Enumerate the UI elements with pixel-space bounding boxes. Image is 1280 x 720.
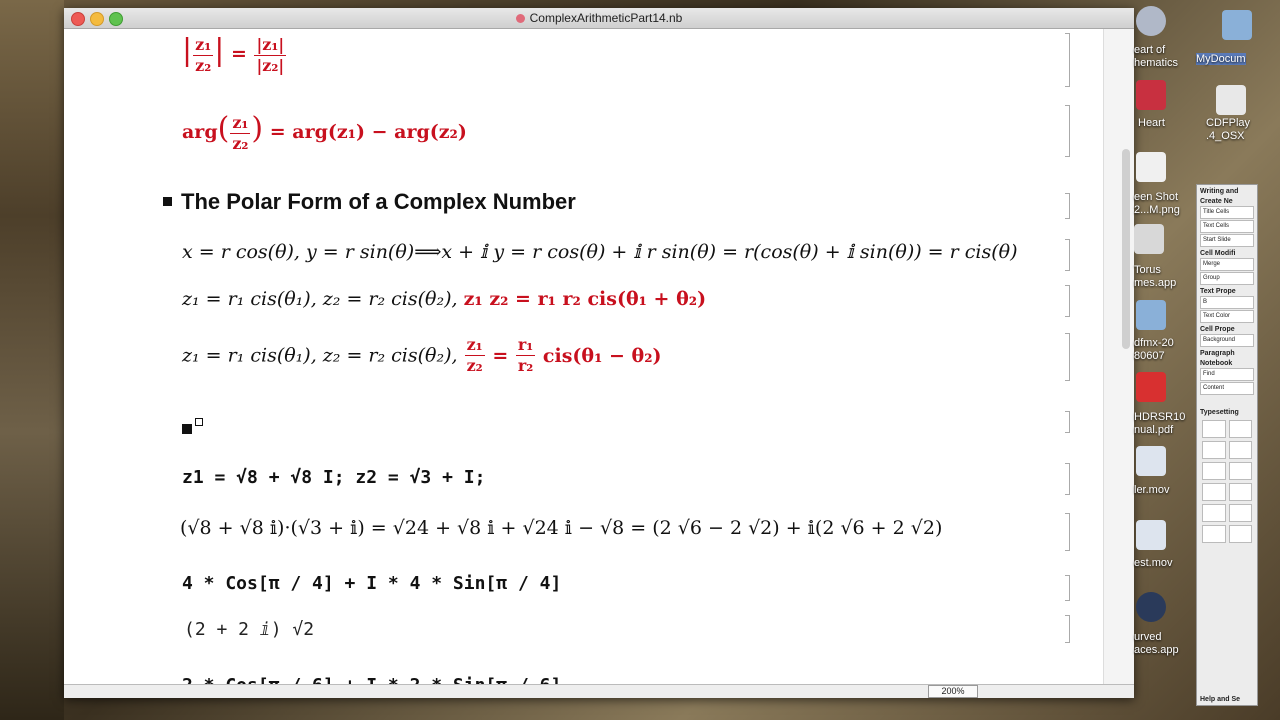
div-den2: r₂	[517, 356, 534, 375]
abs-lhs-num: z₁	[195, 34, 212, 54]
palette-section: Paragraph	[1200, 350, 1235, 357]
writing-assistant-palette	[1196, 184, 1258, 706]
png-file-icon[interactable]	[1136, 152, 1166, 182]
polar-form-line: x = r cos(θ), y = r sin(θ)⟹x + 𝕚 y = r cos(θ) + 𝕚 r sin(θ) = r(cos(θ) + 𝕚 sin(θ)) = r cis(θ)	[182, 241, 1018, 263]
output-cell-pi4: (2 + 2 ⅈ) √2	[184, 619, 315, 640]
cell-bracket[interactable]	[1065, 575, 1070, 601]
palette-title[interactable]: Writing and	[1200, 188, 1239, 195]
cell-bracket[interactable]	[1065, 285, 1070, 317]
section-heading[interactable]	[163, 189, 576, 215]
typeset-button[interactable]	[1202, 525, 1226, 543]
div-den1: z₂	[466, 356, 483, 375]
div-equals: =	[492, 344, 509, 367]
abs-quotient-formula: | $\frac{\text{z₁}}{\text{z₂}}$ | = $\frac{\text{|z₁|}}{\text{|z₂|}}$	[182, 33, 285, 75]
division-line	[182, 337, 662, 374]
folder-icon[interactable]	[1222, 10, 1252, 40]
palette-button[interactable]: Group	[1200, 272, 1254, 285]
arg-prefix: arg	[182, 121, 218, 143]
movie-file-icon[interactable]	[1136, 520, 1166, 550]
notebook-doc-icon	[516, 14, 525, 23]
desktop-label[interactable]: ler.mov	[1134, 484, 1170, 496]
window-title-wrap	[64, 11, 1134, 25]
typeset-button[interactable]	[1202, 483, 1226, 501]
arg-den: z₂	[232, 133, 249, 153]
typeset-button[interactable]	[1202, 504, 1226, 522]
palette-section: Cell Prope	[1200, 326, 1235, 333]
mult-result: z₁ z₂ = r₁ r₂ cis(θ₁ + θ₂)	[463, 288, 707, 310]
palette-section[interactable]: Help and Se	[1200, 696, 1241, 703]
app-icon[interactable]	[1136, 80, 1166, 110]
disk-image-icon[interactable]	[1216, 85, 1246, 115]
scrollbar-thumb[interactable]	[1122, 149, 1130, 349]
desktop-label[interactable]: hematics	[1134, 57, 1179, 69]
typeset-button[interactable]	[1229, 420, 1253, 438]
typeset-button[interactable]	[1202, 420, 1226, 438]
desktop-label[interactable]: urved	[1134, 631, 1162, 643]
cell-insertion-icon	[195, 418, 203, 426]
palette-section: Create Ne	[1200, 198, 1233, 205]
title-bar	[64, 8, 1134, 29]
window-title: ComplexArithmeticPart14.nb	[529, 11, 683, 25]
section-bullet-icon	[163, 197, 172, 206]
palette-button[interactable]: B	[1200, 296, 1254, 309]
cell-bracket[interactable]	[1065, 105, 1070, 157]
cell-bracket[interactable]	[1065, 193, 1070, 219]
mult-definitions: z₁ = r₁ cis(θ₁), z₂ = r₂ cis(θ₂),	[182, 288, 458, 310]
desktop-label[interactable]: aces.app	[1134, 644, 1179, 656]
palette-section[interactable]: Typesetting	[1200, 409, 1239, 416]
status-bar	[64, 684, 1134, 698]
palette-section: Cell Modifi	[1200, 250, 1236, 257]
palette-button[interactable]: Text Cells	[1200, 220, 1254, 233]
desktop-label[interactable]: Heart	[1138, 117, 1165, 129]
desktop-label[interactable]: 2...M.png	[1134, 204, 1180, 216]
typesetting-grid	[1202, 420, 1252, 543]
palette-button[interactable]: Start Slide	[1200, 234, 1254, 247]
cell-bracket[interactable]	[1065, 615, 1070, 643]
palette-button[interactable]: Background	[1200, 334, 1254, 347]
product-output-line: (√8 + √8 𝕚)·(√3 + 𝕚) = √24 + √8 𝕚 + √24 𝕚 − √8 = (2 √6 − 2 √2) + 𝕚(2 √6 + 2 √2)	[180, 517, 943, 539]
abs-rhs-den: |z₂|	[256, 55, 285, 75]
palette-button[interactable]: Find	[1200, 368, 1254, 381]
vertical-scrollbar[interactable]	[1103, 29, 1134, 685]
desktop-label[interactable]: dfmx-20	[1134, 337, 1174, 349]
arg-num: z₁	[232, 112, 249, 132]
app-icon[interactable]	[1136, 6, 1166, 36]
desktop-label[interactable]: HDRSR10	[1134, 411, 1186, 423]
typeset-button[interactable]	[1229, 483, 1253, 501]
palette-section: Text Prope	[1200, 288, 1236, 295]
zoom-selector[interactable]: 200%	[928, 685, 978, 698]
desktop-label[interactable]: Torus	[1134, 264, 1161, 276]
div-result	[464, 335, 662, 375]
typeset-button[interactable]	[1229, 504, 1253, 522]
typeset-button[interactable]	[1229, 462, 1253, 480]
app-icon[interactable]	[1136, 592, 1166, 622]
desktop-label[interactable]: 80607	[1134, 350, 1165, 362]
div-num2: r₁	[517, 335, 534, 354]
arg-rhs: = arg(z₁) − arg(z₂)	[269, 121, 467, 143]
div-rhs: cis(θ₁ − θ₂)	[542, 344, 662, 367]
desktop-label[interactable]: eart of	[1134, 44, 1166, 56]
desktop-label[interactable]: een Shot	[1134, 191, 1179, 203]
div-num1: z₁	[466, 335, 483, 354]
desktop-label[interactable]: est.mov	[1134, 557, 1173, 569]
arg-quotient-formula: arg( $\frac{\text{z₁}}{\text{z₂}}$ ) = arg(z₁) − arg(z₂)	[182, 111, 467, 153]
palette-button[interactable]: Merge	[1200, 258, 1254, 271]
abs-lhs-den: z₂	[195, 55, 212, 75]
desktop-label[interactable]: mes.app	[1134, 277, 1177, 289]
typeset-button[interactable]	[1202, 441, 1226, 459]
palette-button[interactable]: Content	[1200, 382, 1254, 395]
desktop-label[interactable]: .4_OSX	[1206, 130, 1245, 142]
typeset-button[interactable]	[1202, 462, 1226, 480]
movie-file-icon[interactable]	[1136, 446, 1166, 476]
desktop-left-strip	[0, 0, 64, 720]
typeset-button[interactable]	[1229, 525, 1253, 543]
empty-cell-placeholder[interactable]	[182, 424, 192, 434]
cell-bracket[interactable]	[1065, 463, 1070, 495]
notebook-window	[64, 8, 1134, 698]
cell-bracket[interactable]	[1065, 411, 1070, 433]
abs-equals: =	[230, 43, 247, 65]
cell-bracket[interactable]	[1065, 513, 1070, 551]
folder-icon[interactable]	[1136, 300, 1166, 330]
cell-bracket[interactable]	[1065, 239, 1070, 271]
desktop-label[interactable]: MyDocum	[1196, 53, 1246, 65]
div-definitions: z₁ = r₁ cis(θ₁), z₂ = r₂ cis(θ₂),	[182, 344, 458, 367]
desktop-label[interactable]: CDFPlay	[1206, 117, 1251, 129]
palette-button[interactable]: Text Color	[1200, 310, 1254, 323]
notebook-content[interactable]	[64, 29, 1104, 685]
cell-bracket[interactable]	[1065, 33, 1070, 87]
input-cell-cos-sin-pi4[interactable]: 4 * Cos[π / 4] + I * 4 * Sin[π / 4]	[182, 573, 562, 594]
abs-rhs-num: |z₁|	[256, 34, 285, 54]
app-icon[interactable]	[1134, 224, 1164, 254]
desktop-label[interactable]: nual.pdf	[1134, 424, 1174, 436]
cell-bracket[interactable]	[1065, 333, 1070, 381]
input-cell-z1-z2[interactable]: z1 = √8 + √8 I; z2 = √3 + I;	[182, 467, 486, 488]
multiplication-line	[182, 288, 706, 310]
pdf-file-icon[interactable]	[1136, 372, 1166, 402]
palette-section: Notebook	[1200, 360, 1233, 367]
typeset-button[interactable]	[1229, 441, 1253, 459]
section-title: The Polar Form of a Complex Number	[181, 189, 576, 214]
palette-button[interactable]: Title Cells	[1200, 206, 1254, 219]
